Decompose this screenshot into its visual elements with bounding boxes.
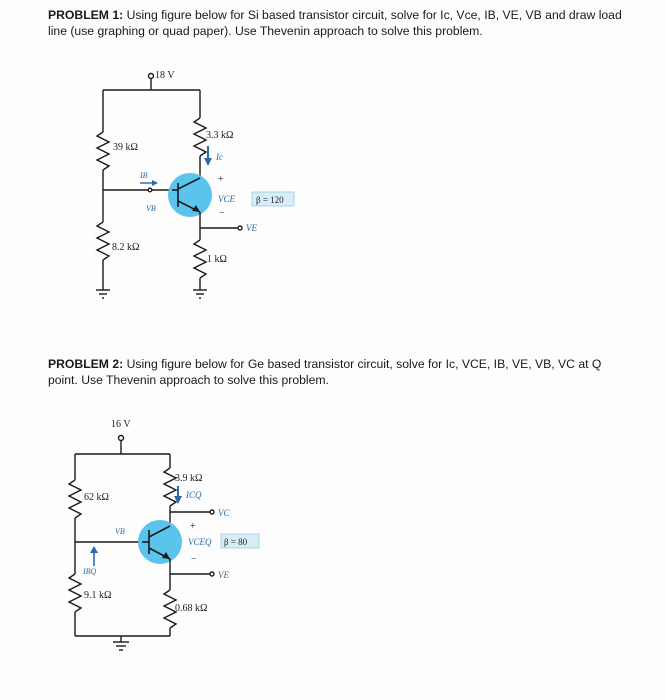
- resistor-re: [194, 240, 206, 278]
- vc-label: VC: [218, 508, 230, 518]
- ic-label: ICQ: [186, 490, 202, 500]
- vce-label: VCEQ: [188, 537, 212, 547]
- supply-label: 16 V: [111, 419, 131, 430]
- beta-label: β = 80: [224, 537, 248, 547]
- ic-label: Ic: [216, 152, 223, 162]
- vce-minus: −: [219, 208, 225, 219]
- ve-label: VE: [218, 570, 229, 580]
- vc-terminal: [210, 510, 214, 514]
- ib-label: IB: [140, 171, 148, 180]
- ib-label: IBQ: [83, 567, 97, 576]
- r2-label: 8.2 kΩ: [112, 242, 140, 253]
- ve-terminal: [238, 226, 242, 230]
- supply-terminal: [149, 74, 154, 79]
- rc-label: 3.9 kΩ: [175, 473, 203, 484]
- resistor-rc: [194, 118, 206, 156]
- re-label: 1 kΩ: [207, 254, 227, 265]
- resistor-r2: [69, 574, 81, 612]
- vb-terminal: [148, 188, 152, 192]
- problem-1-body: Using figure below for Si based transistor circuit, solve for Ic, Vce, IB, VE, VB and draw load line (use graphing or quad paper). Use Thevenin approach to solve this problem.: [48, 8, 622, 38]
- problem-1-heading: PROBLEM 1:: [48, 8, 124, 22]
- problem-2-body: Using figure below for Ge based transistor circuit, solve for Ic, VCE, IB, VE, VB, VC at Q point. Use Thevenin approach to solve this problem.: [48, 357, 602, 387]
- resistor-r1: [69, 480, 81, 518]
- r1-label: 62 kΩ: [84, 492, 109, 503]
- rc-label: 3.3 kΩ: [206, 130, 234, 141]
- re-label: 0.68 kΩ: [175, 603, 208, 614]
- problem-2-heading: PROBLEM 2:: [48, 357, 124, 371]
- vce-plus: +: [218, 174, 224, 185]
- vce-minus: −: [191, 554, 197, 565]
- r1-label: 39 kΩ: [113, 142, 138, 153]
- vb-label: VB: [115, 527, 125, 536]
- supply-terminal: [119, 436, 124, 441]
- r2-label: 9.1 kΩ: [84, 590, 112, 601]
- vce-label: VCE: [218, 194, 235, 204]
- ve-label: VE: [246, 223, 257, 233]
- transistor-1-body: [168, 173, 212, 217]
- vce-plus: +: [190, 521, 196, 532]
- ve-terminal: [210, 572, 214, 576]
- beta-label: β = 120: [256, 195, 284, 205]
- vb-label: VB: [146, 204, 156, 213]
- resistor-r1: [97, 132, 109, 170]
- resistor-r2: [97, 222, 109, 260]
- supply-label: 18 V: [155, 70, 175, 81]
